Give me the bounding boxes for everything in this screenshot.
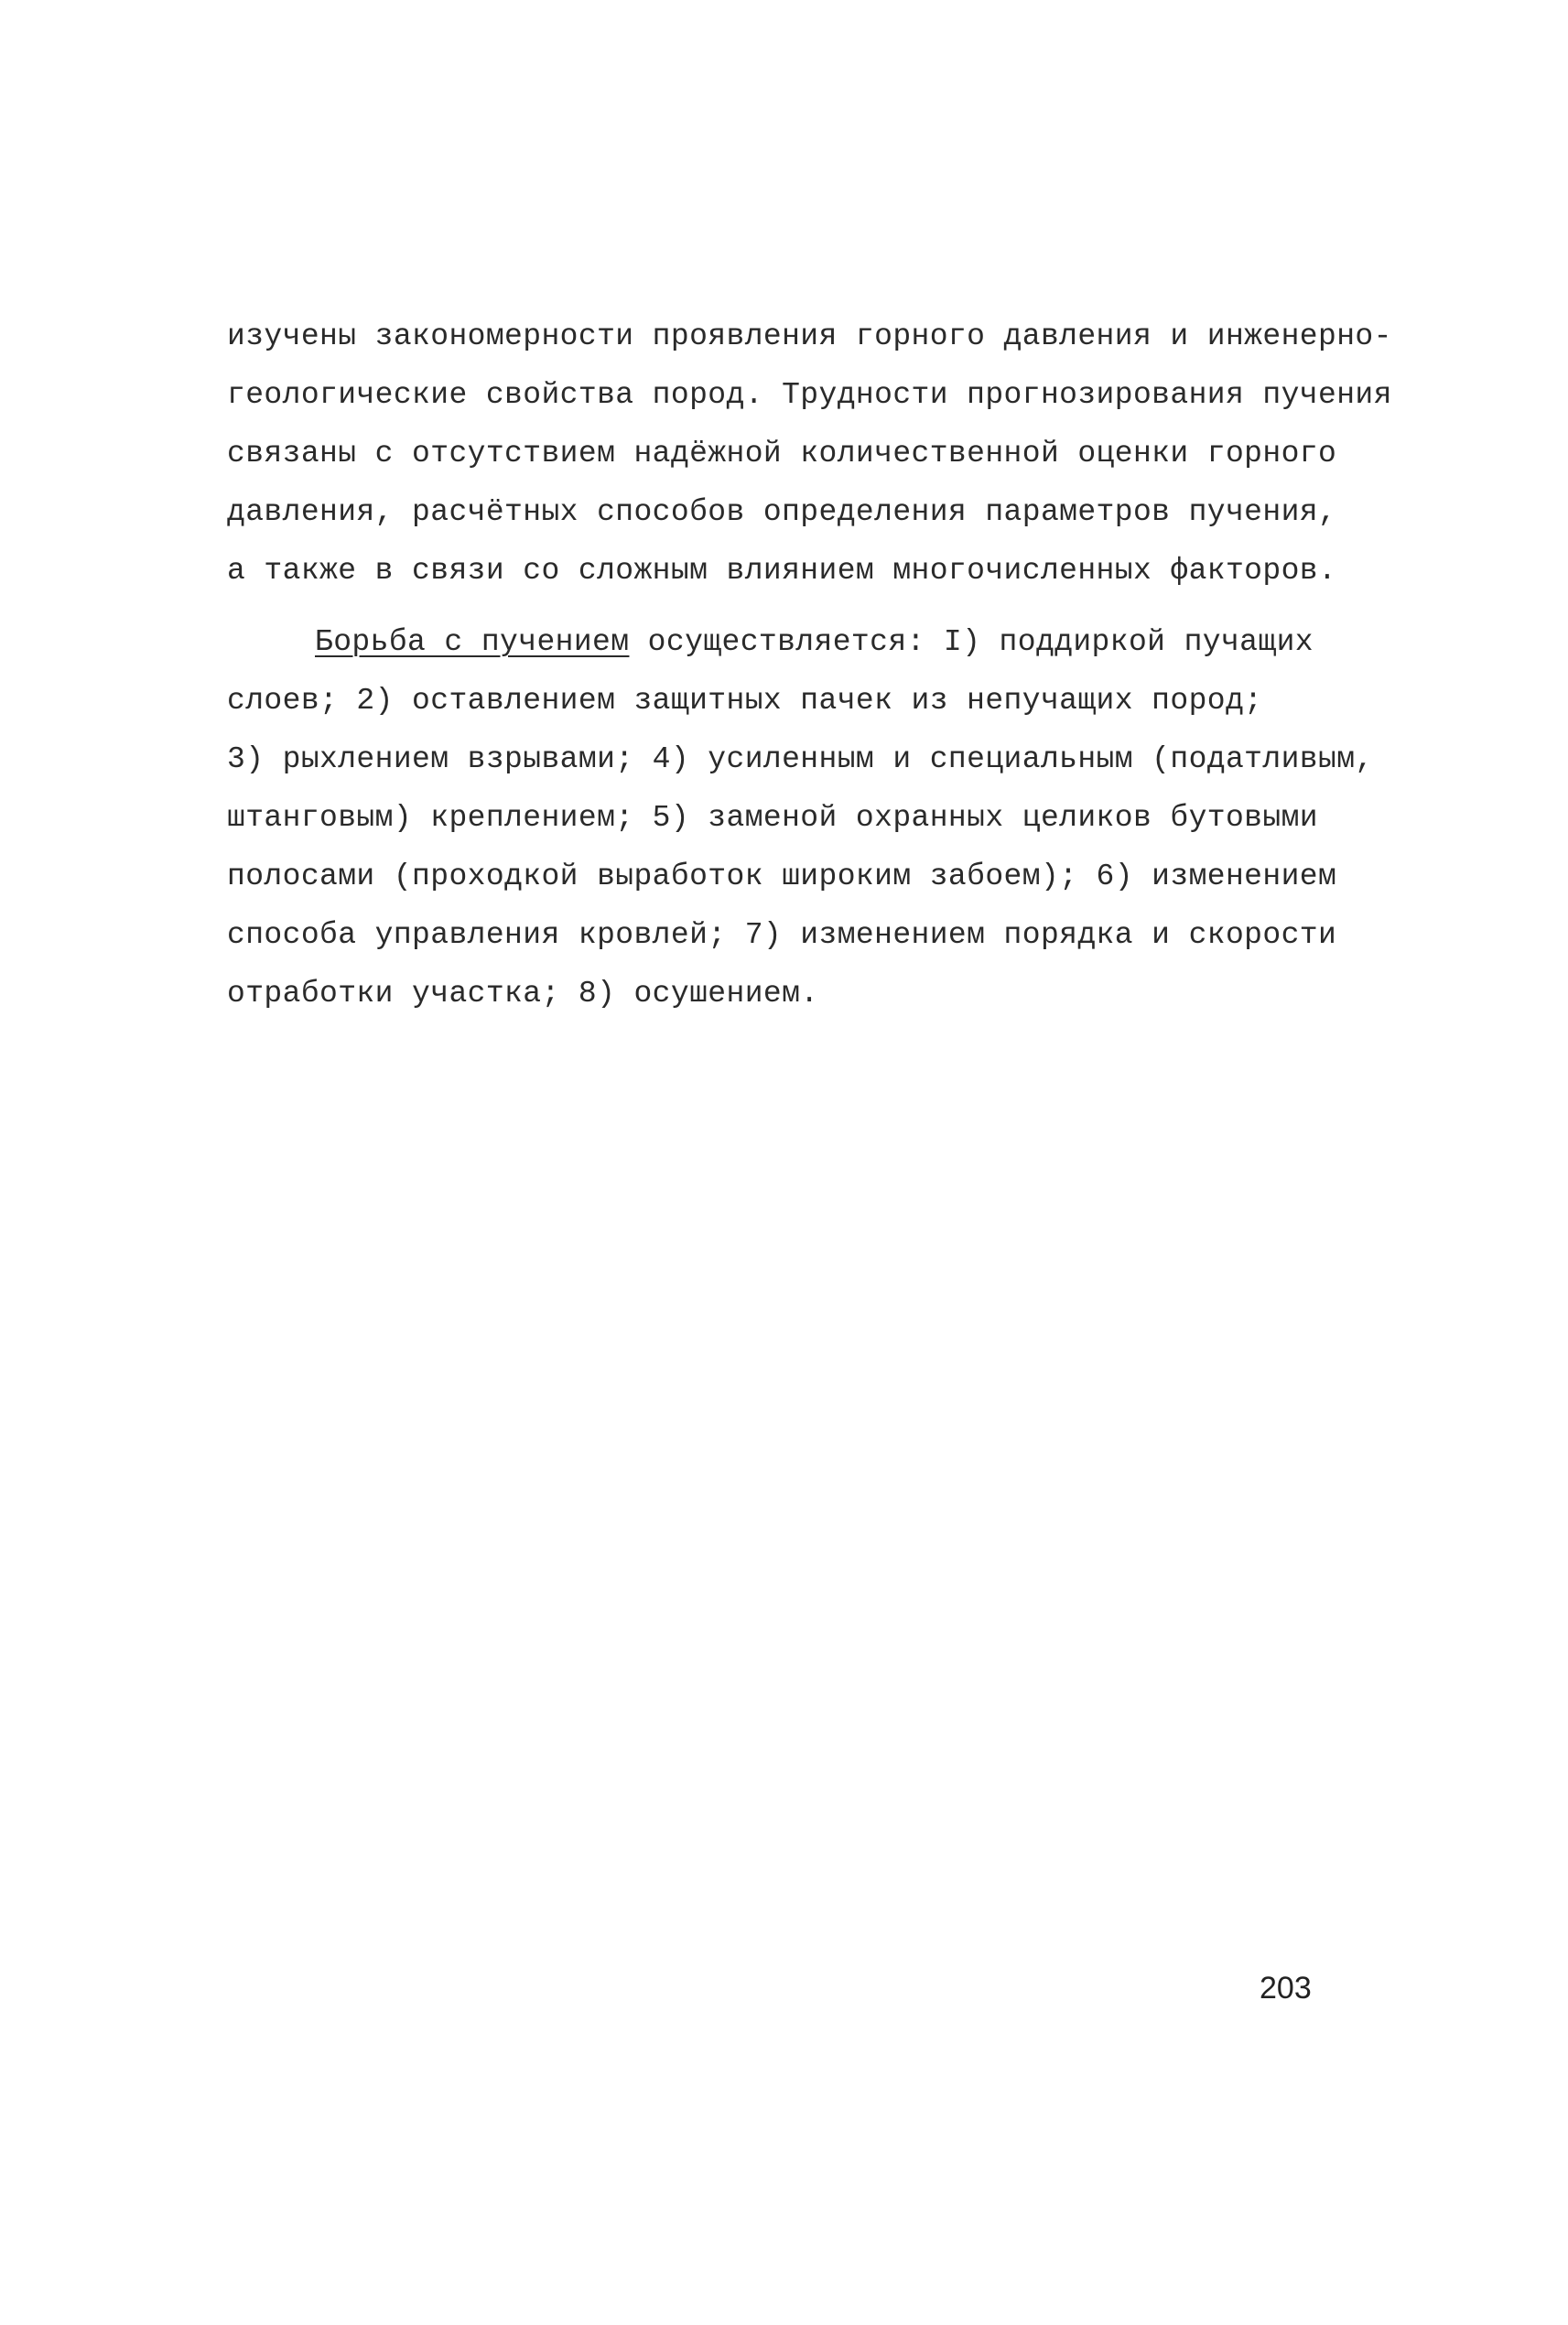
text-line-first (227, 613, 1380, 672)
first-line-rest: осуществляется: I) поддиркой пучащих (629, 625, 1314, 659)
text-line: способа управления кровлей; 7) изменением порядка и скорости (227, 918, 1337, 952)
text-line: полосами (проходкой выработок широким забоем); 6) изменением (227, 860, 1337, 893)
lead-term: Борьба с пучением (315, 625, 630, 659)
text-line: 3) рыхлением взрывами; 4) усиленным и специальным (податливым, (227, 742, 1374, 776)
text-line: а также в связи со сложным влиянием многочисленных факторов. (227, 554, 1337, 588)
paragraph-measures (227, 613, 1380, 1023)
text-line: слоев; 2) оставлением защитных пачек из непучащих пород; (227, 684, 1263, 718)
text-line: штанговым) креплением; 5) заменой охранных целиков бутовыми (227, 801, 1318, 835)
text-line: отработки участка; 8) осушением. (227, 977, 819, 1011)
text-line: геологические свойства пород. Трудности прогнозирования пучения (227, 378, 1392, 412)
page-number: 203 (1260, 1971, 1312, 2006)
paragraph-intro (227, 308, 1392, 600)
text-line: связаны с отсутствием надёжной количественной оценки горного (227, 437, 1337, 470)
text-line: давления, расчётных способов определения параметров пучения, (227, 495, 1337, 529)
text-line: изучены закономерности проявления горного давления и инженерно- (227, 319, 1392, 353)
